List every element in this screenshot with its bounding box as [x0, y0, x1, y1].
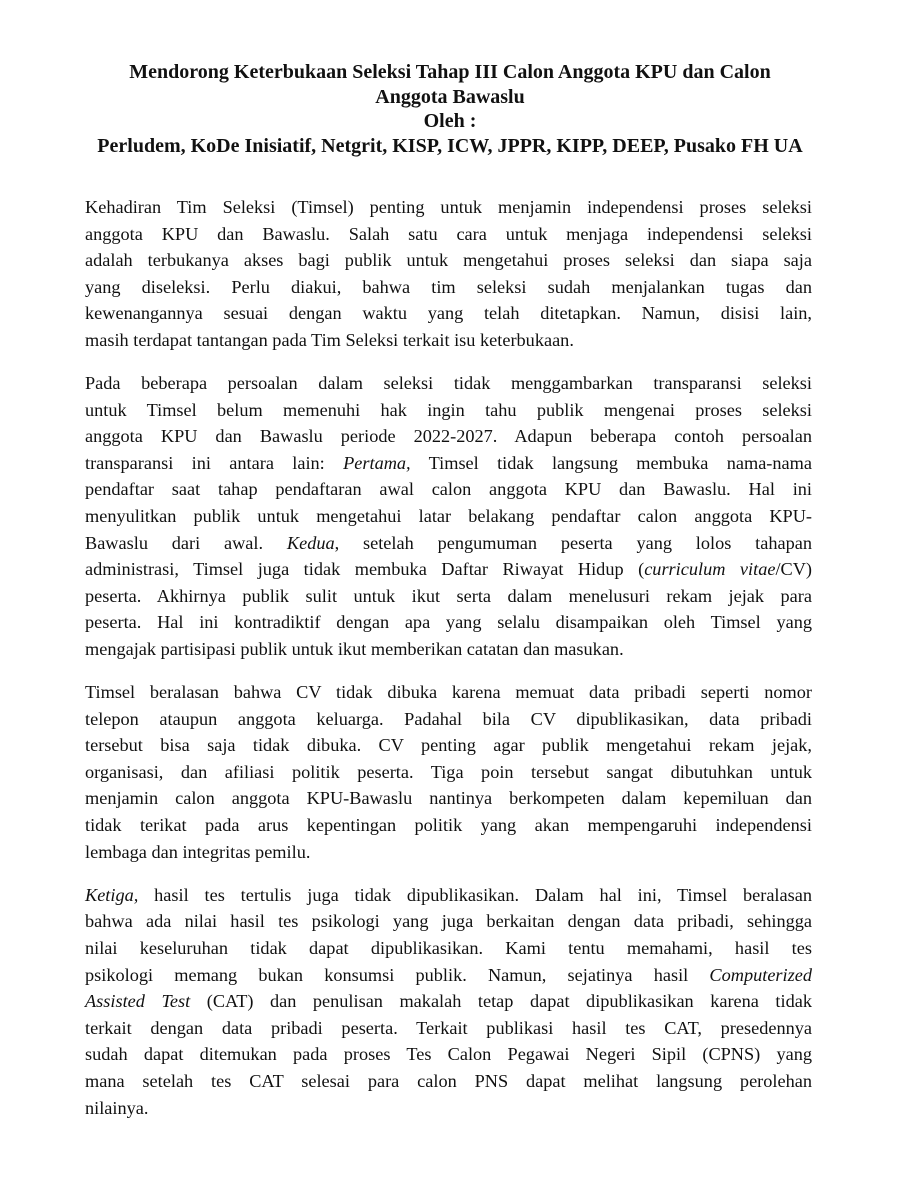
paragraph-4 — [85, 882, 812, 1121]
text-line: yang diseleksi. Perlu diakui, bahwa tim seleksi sudah menjalankan tugas dan — [85, 276, 812, 297]
document-title-line-2: Anggota Bawaslu — [375, 85, 525, 108]
text-line: peserta. Hal ini kontradiktif dengan apa yang selalu disampaikan oleh Timsel yang — [85, 612, 812, 633]
text-line — [85, 962, 812, 989]
text-line: lembaga dan integritas pemilu. — [85, 841, 311, 862]
text-line — [85, 450, 812, 477]
text-line: tidak terikat pada arus kepentingan politik yang akan mempengaruhi independensi — [85, 815, 812, 836]
text-segment: , setelah pengumuman peserta yang lolos tahapan — [334, 532, 812, 553]
italic-text: Kedua — [286, 532, 335, 553]
text-segment: psikologi memang bukan konsumsi publik. Namun, sejatinya hasil — [85, 964, 710, 985]
text-line: masih terdapat tantangan pada Tim Seleksi terkait isu keterbukaan. — [85, 329, 574, 350]
text-line: tersebut bisa saja tidak dibuka. CV penting agar publik mengetahui rekam jejak, — [85, 735, 812, 756]
text-line: adalah terbukanya akses bagi publik untuk mengetahui proses seleksi dan siapa saja — [85, 250, 812, 271]
text-line: peserta. Akhirnya publik sulit untuk ikut serta dalam menelusuri rekam jejak para — [85, 585, 812, 606]
italic-text: Computerized — [709, 964, 812, 985]
text-line: kewenangannya sesuai dengan waktu yang telah ditetapkan. Namun, disisi lain, — [85, 303, 812, 324]
text-line — [85, 556, 812, 583]
text-line: Kehadiran Tim Seleksi (Timsel) penting untuk menjamin independensi proses seleksi — [85, 197, 812, 217]
text-segment: administrasi, Timsel juga tidak membuka Daftar Riwayat Hidup ( — [85, 559, 645, 580]
italic-text: Assisted Test — [85, 991, 191, 1012]
text-segment: hasil tes tertulis juga tidak dipublikasikan. Dalam hal ini, Timsel beralasan — [138, 884, 812, 905]
text-line — [85, 988, 812, 1015]
paragraph-2 — [85, 370, 812, 663]
text-segment: Bawaslu dari awal. — [85, 532, 287, 553]
paragraph-1 — [85, 194, 812, 354]
text-line: Timsel beralasan bahwa CV tidak dibuka karena memuat data pribadi seperti nomor — [85, 682, 812, 703]
italic-text: curriculum vitae — [644, 559, 776, 580]
text-line: anggota KPU dan Bawaslu periode 2022-2027. Adapun beberapa contoh persoalan — [85, 426, 812, 447]
text-line: nilai keseluruhan tidak dapat dipublikasikan. Kami tentu memahami, hasil tes — [85, 937, 812, 958]
text-line: organisasi, dan afiliasi politik peserta. Tiga poin tersebut sangat dibutuhkan untuk — [85, 761, 812, 782]
text-line: mana setelah tes CAT selesai para calon PNS dapat melihat langsung perolehan — [85, 1070, 812, 1091]
text-line — [85, 882, 812, 909]
text-line: Pada beberapa persoalan dalam seleksi tidak menggambarkan transparansi seleksi — [85, 373, 812, 394]
text-line: bahwa ada nilai hasil tes psikologi yang juga berkaitan dengan data pribadi, sehingga — [85, 911, 812, 932]
paragraph-3 — [85, 679, 812, 865]
document-header — [60, 60, 840, 158]
text-line: pendaftar saat tahap pendaftaran awal calon anggota KPU dan Bawaslu. Hal ini — [85, 479, 812, 500]
document-body — [85, 194, 812, 1138]
text-line: sudah dapat ditemukan pada proses Tes Calon Pegawai Negeri Sipil (CPNS) yang — [85, 1044, 812, 1065]
italic-text: Ketiga, — [85, 884, 139, 905]
text-line: telepon ataupun anggota keluarga. Padahal bila CV dipublikasikan, data pribadi — [85, 708, 812, 729]
document-title-line-1: Mendorong Keterbukaan Seleksi Tahap III Calon Anggota KPU dan Calon — [129, 61, 771, 83]
text-segment: /CV) — [775, 559, 813, 580]
text-segment: transparansi ini antara lain: — [85, 452, 344, 473]
authors-list: Perludem, KoDe Inisiatif, Netgrit, KISP, ICW, JPPR, KIPP, DEEP, Pusako FH UA — [97, 134, 803, 157]
text-line: menjamin calon anggota KPU-Bawaslu nantinya berkompeten dalam kepemiluan dan — [85, 788, 812, 809]
text-line: nilainya. — [85, 1097, 149, 1118]
text-segment: Timsel tidak langsung membuka nama-nama — [410, 452, 812, 473]
text-line — [85, 530, 812, 557]
italic-text: Pertama, — [343, 452, 411, 473]
text-line: mengajak partisipasi publik untuk ikut memberikan catatan dan masukan. — [85, 639, 624, 659]
text-line: anggota KPU dan Bawaslu. Salah satu cara untuk menjaga independensi seleksi — [85, 223, 812, 244]
text-line: terkait dengan data pribadi peserta. Terkait publikasi hasil tes CAT, presedennya — [85, 1017, 812, 1038]
text-segment: (CAT) dan penulisan makalah tetap dapat dipublikasikan karena tidak — [190, 991, 812, 1012]
text-line: untuk Timsel belum memenuhi hak ingin tahu publik mengenai proses seleksi — [85, 399, 812, 420]
byline-label: Oleh : — [423, 110, 477, 132]
text-line: menyulitkan publik untuk mengetahui latar belakang pendaftar calon anggota KPU- — [85, 506, 812, 527]
